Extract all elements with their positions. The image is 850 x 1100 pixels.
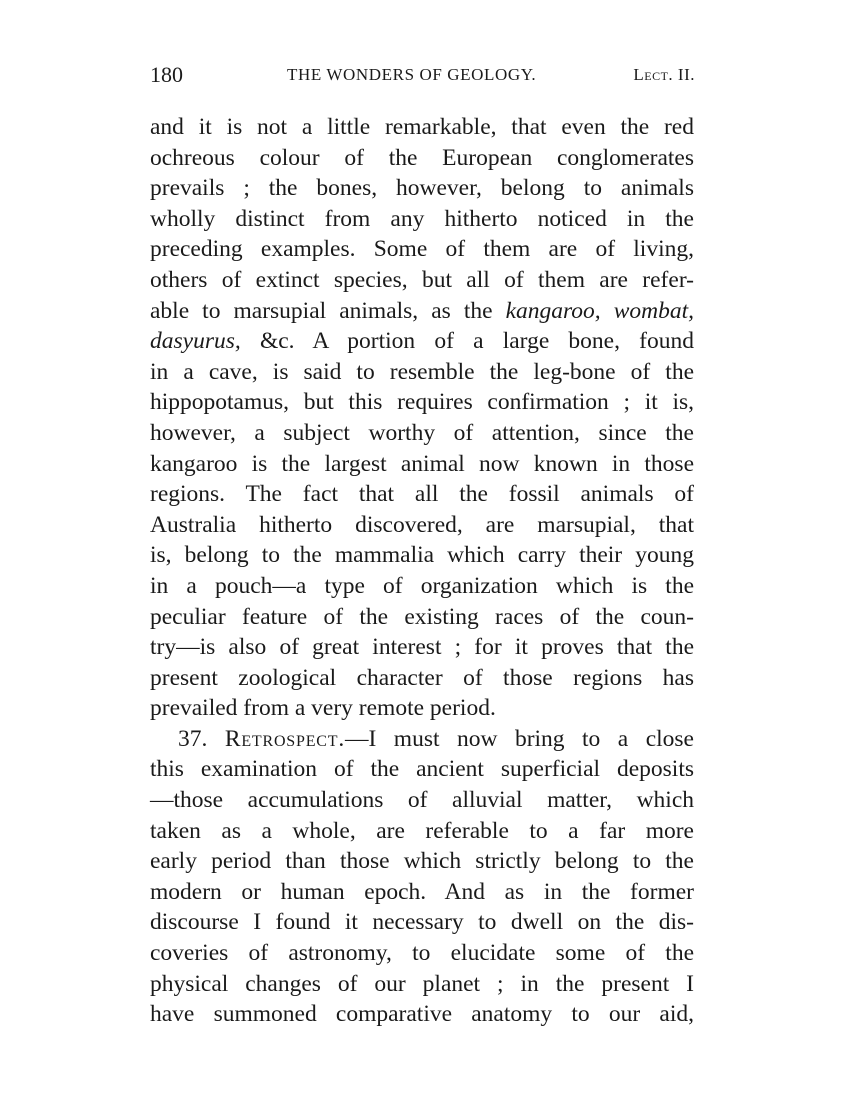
page-number: 180 — [150, 62, 183, 87]
text-line: wholly distinct from any hitherto noticed in the — [150, 205, 694, 232]
text-line: in a pouch—a type of organization which is the — [150, 572, 694, 599]
text-line: try—is also of great interest ; for it proves that the — [150, 634, 694, 661]
section-number: 37. — [178, 725, 208, 752]
text-line: ochreous colour of the European conglomerates — [150, 144, 694, 171]
text-line: kangaroo is the largest animal now known in those — [150, 450, 694, 477]
text-line: present zoological character of those regions has — [150, 664, 694, 691]
text-line: modern or human epoch. And as in the former — [150, 878, 694, 905]
text-line: prevailed from a very remote period. — [150, 695, 496, 722]
section-title: Retrospect. — [224, 725, 345, 752]
text-line: however, a subject worthy of attention, since the — [150, 419, 694, 446]
section-heading-line — [150, 724, 694, 755]
running-head — [150, 62, 695, 92]
body-text — [150, 112, 694, 1030]
text-line: others of extinct species, but all of them are refer- — [150, 266, 694, 293]
text-line — [150, 326, 694, 357]
text-line: have summoned comparative anatomy to our aid, — [150, 1001, 694, 1028]
lecture-label: Lect. II. — [633, 65, 695, 84]
text-line: this examination of the ancient superficial deposits — [150, 756, 694, 783]
italic-text: dasyurus, — [150, 328, 241, 355]
text-segment: &c. A portion of a large bone, found — [259, 328, 694, 355]
text-line: —those accumulations of alluvial matter, which — [150, 787, 694, 814]
text-line: is, belong to the mammalia which carry their young — [150, 542, 694, 569]
text-line: prevails ; the bones, however, belong to animals — [150, 175, 694, 202]
text-line: regions. The fact that all the fossil animals of — [150, 481, 694, 508]
text-line: preceding examples. Some of them are of living, — [150, 236, 694, 263]
text-line: in a cave, is said to resemble the leg-bone of the — [150, 358, 694, 385]
italic-text: kangaroo, wombat, — [505, 297, 694, 324]
text-segment: able to marsupial animals, as the — [150, 297, 493, 324]
text-line: and it is not a little remarkable, that even the red — [150, 114, 694, 140]
text-line: peculiar feature of the existing races of the coun- — [150, 603, 694, 630]
text-line: early period than those which strictly belong to the — [150, 848, 694, 875]
text-line: physical changes of our planet ; in the present I — [150, 970, 694, 997]
text-line — [150, 296, 694, 327]
running-title: THE WONDERS OF GEOLOGY. — [287, 65, 537, 84]
text-line: taken as a whole, are referable to a far more — [150, 817, 694, 844]
text-line: discourse I found it necessary to dwell on the dis- — [150, 909, 694, 936]
text-line: hippopotamus, but this requires confirmation ; it is, — [150, 389, 694, 416]
text-line: Australia hitherto discovered, are marsupial, that — [150, 511, 694, 538]
text-line: coveries of astronomy, to elucidate some of the — [150, 940, 694, 967]
text-segment: —I must now bring to a close — [345, 725, 694, 752]
